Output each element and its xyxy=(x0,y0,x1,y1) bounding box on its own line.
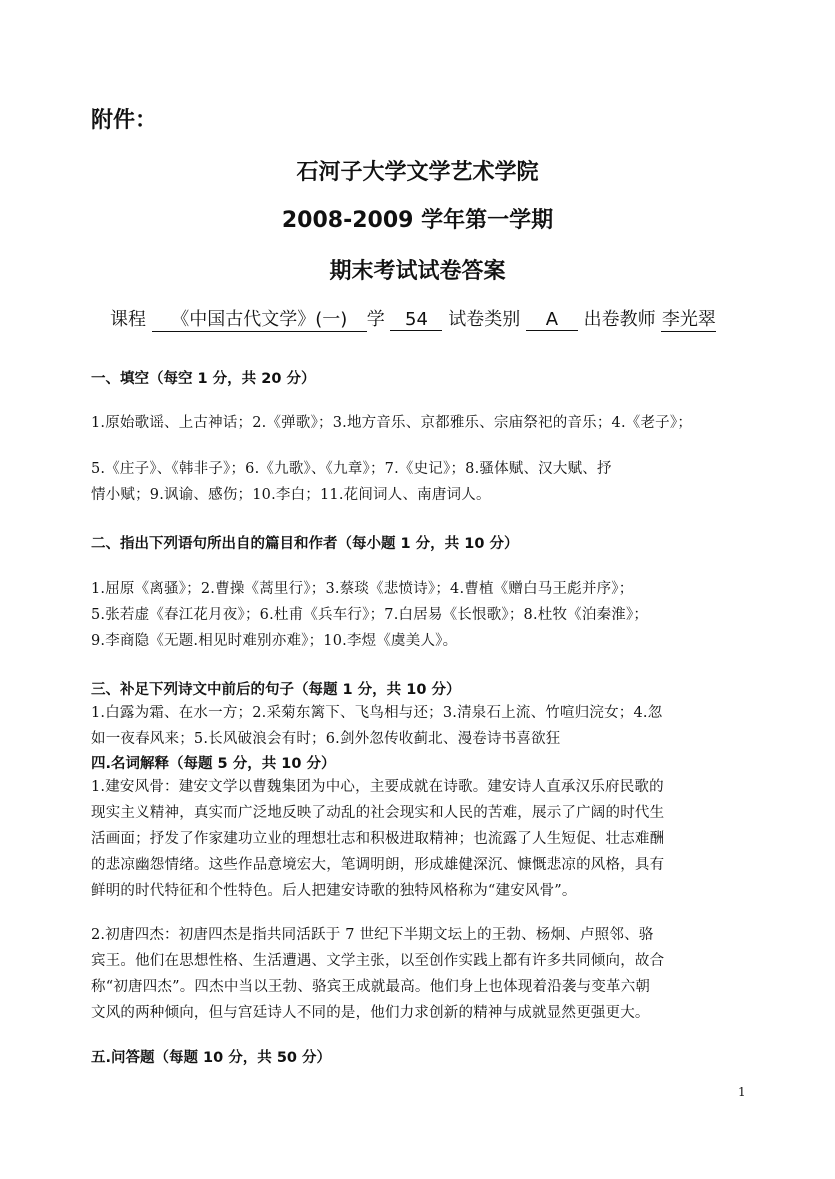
section-4-line: 鲜明的时代特征和个性特色。后人把建安诗歌的独特风格称为“建安风骨”。 xyxy=(91,883,577,899)
section-4-line: 称“初唐四杰”。四杰中当以王勃、骆宾王成就最高。他们身上也体现着沿袭与变革六朝 xyxy=(91,979,651,995)
page-number: 1 xyxy=(738,1085,746,1099)
section-4-line: 的悲凉幽怨情绪。这些作品意境宏大，笔调明朗，形成雄健深沉、慷慨悲凉的风格，具有 xyxy=(91,857,665,873)
paper-type-value: A xyxy=(526,309,578,331)
section-3-line: 如一夜春风来；5.长风破浪会有时；6.剑外忽传收蓟北、漫卷诗书喜欲狂 xyxy=(91,731,561,747)
section-4-line: 现实主义精神，真实而广泛地反映了动乱的社会现实和人民的苦难，展示了广阔的时代生 xyxy=(91,805,665,821)
section-3-heading: 三、补足下列诗文中前后的句子（每题 1 分，共 10 分） xyxy=(91,682,461,698)
section-1-heading: 一、填空（每空 1 分，共 20 分） xyxy=(91,371,316,387)
semester-title: 2008-2009 学年第一学期 xyxy=(281,208,554,233)
section-4-heading: 四.名词解释（每题 5 分，共 10 分） xyxy=(91,756,336,772)
section-3-line: 1.白露为霜、在水一方；2.采菊东篱下、飞鸟相与还；3.清泉石上流、竹喧归浣女；4.忽 xyxy=(91,705,663,721)
paper-type-label: 试卷类别 xyxy=(448,309,521,330)
section-4-line: 2.初唐四杰：初唐四杰是指共同活跃于 7 世纪下半期文坛上的王勃、杨炯、卢照邻、骆 xyxy=(91,927,654,943)
course-label: 课程 xyxy=(110,309,146,330)
teacher-value: 李光翠 xyxy=(661,305,716,332)
section-2-line: 5.张若虚《春江花月夜》；6.杜甫《兵车行》；7.白居易《长恨歌》；8.杜牧《泊秦淮》； xyxy=(91,607,649,623)
attachment-label: 附件： xyxy=(91,108,158,133)
section-4-line: 活画面；抒发了作家建功立业的理想壮志和积极进取精神；也流露了人生短促、壮志难酬 xyxy=(91,831,665,847)
section-1-line: 5.《庄子》、《韩非子》；6.《九歌》、《九章》；7.《史记》；8.骚体赋、汉大赋、抒 xyxy=(91,461,612,477)
section-1-line: 1.原始歌谣、上古神话；2.《弹歌》；3.地方音乐、京都雅乐、宗庙祭祀的音乐；4.《老子》； xyxy=(91,415,693,431)
section-2-heading: 二、指出下列语句所出自的篇目和作者（每小题 1 分，共 10 分） xyxy=(91,536,519,552)
section-4-line: 1.建安风骨：建安文学以曹魏集团为中心，主要成就在诗歌。建安诗人直承汉乐府民歌的 xyxy=(91,779,664,795)
hours-value: 54 xyxy=(390,309,442,331)
section-1-line: 情小赋；9.讽谕、感伤；10.李白；11.花间词人、南唐词人。 xyxy=(91,487,491,503)
section-2-line: 1.屈原《离骚》；2.曹操《蒿里行》；3.蔡琰《悲愤诗》；4.曹植《赠白马王彪并序》； xyxy=(91,581,634,597)
section-2-line: 9.李商隐《无题.相见时难别亦难》；10.李煜《虞美人》。 xyxy=(91,633,458,649)
teacher-label: 出卷教师 xyxy=(583,309,656,330)
school-title: 石河子大学文学艺术学院 xyxy=(296,160,539,185)
document-title: 期末考试试卷答案 xyxy=(329,259,506,284)
course-value: 《中国古代文学》(一) xyxy=(152,305,367,332)
course-info-line xyxy=(110,305,716,332)
section-4-line: 文风的两种倾向，但与宫廷诗人不同的是，他们力求创新的精神与成就显然更强更大。 xyxy=(91,1005,650,1021)
section-5-heading: 五.问答题（每题 10 分，共 50 分） xyxy=(91,1050,332,1066)
hours-label: 学 xyxy=(366,309,385,330)
section-4-line: 宾王。他们在思想性格、生活遭遇、文学主张，以至创作实践上都有许多共同倾向，故合 xyxy=(91,953,665,969)
